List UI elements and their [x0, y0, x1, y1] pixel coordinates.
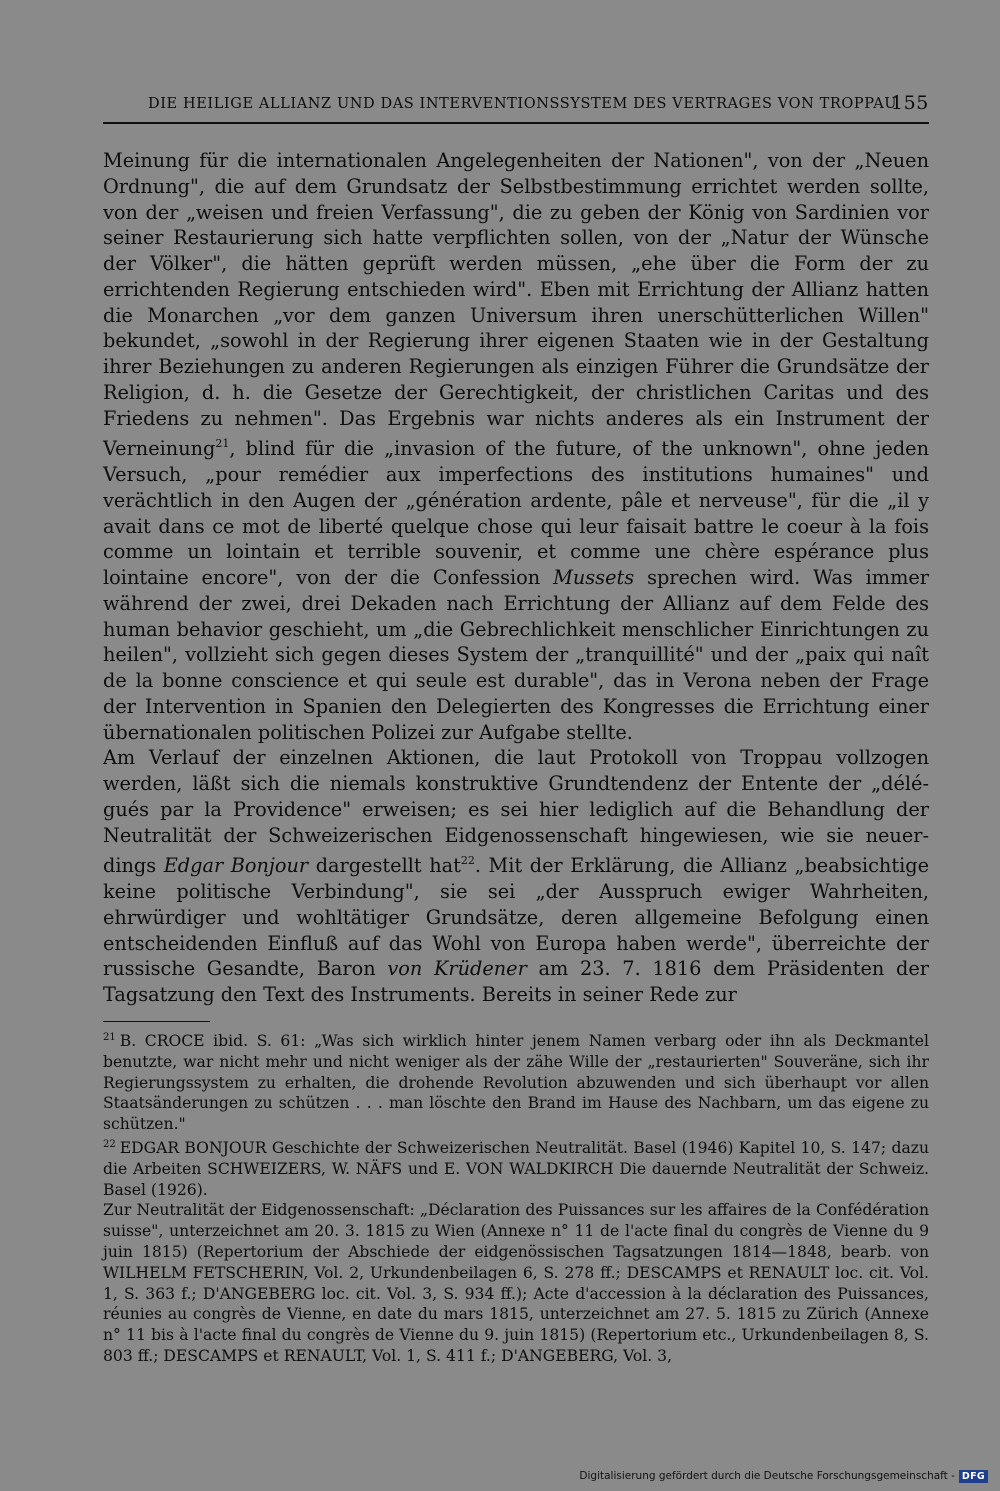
footnote-22 [103, 1135, 929, 1200]
dfg-logo-icon: DFG [959, 1470, 988, 1483]
main-text [103, 148, 929, 1008]
credit-text: Digitalisierung gefördert durch die Deutsche Forschungsgemeinschaft - [579, 1470, 955, 1482]
paragraph-1-text-b: , blind für die „invasion of the future, of the unknown", ohne jeden Versuch, „pour remédier aux imperfections des institutions humaines" und verächtlich in den Augen der „génération ardente, pâle et nerveuse", für die „il y avait dans ce mot de liberté quelque chose qui leur faisait battre le coeur à la fois comme un lointain et terrible souvenir, et comme une chère espérance plus lointaine encore", von der die Confession [103, 437, 929, 589]
footnote-mark: 21 [103, 1032, 116, 1043]
digitization-credit [579, 1468, 988, 1484]
italic-name-kruedener: von Krüdener [387, 957, 527, 981]
footnote-divider [103, 1021, 210, 1022]
footnote-text: EDGAR BONJOUR Geschichte der Schweizerischen Neutralität. Basel (1946) Kapitel 10, S. 147; dazu die Arbeiten SCHWEIZERS, W. NÄFS und E. VON WALDKIRCH Die dauernde Neutralität der Schweiz. Basel (1926). [103, 1138, 929, 1199]
paragraph-2-text-b: dargestellt hat [308, 854, 461, 878]
paragraph-2-text-a: Am Verlauf der einzelnen Aktionen, die laut Protokoll von Troppau vollzogen werden, läßt sich die niemals konstruktive Grundtendenz der Entente der „délégués par la Providence" erweisen; es sei hier lediglich auf die Behandlung der Neutralität der Schweizerischen Eidgenossenschaft hingewiesen, wie sie neuerdings [103, 746, 929, 878]
footnote-22-continued [103, 1200, 929, 1366]
paragraph-2-text-c: . Mit der Erklärung, die Allianz „beabsichtige keine politische Verbindung", sie sei „der Ausspruch ewiger Wahrheiten, ehrwürdiger und wohltätiger Grundsätze, deren allgemeine Befolgung einen entscheidenden Einfluß auf das Wohl von Europa haben werde", überreichte der russische Gesandte, Baron [103, 854, 929, 981]
footnote-text: Zur Neutralität der Eidgenossenschaft: „Déclaration des Puissances sur les affaires de la Confédération suisse", unterzeichnet am 20. 3. 1815 zu Wien (Annexe n° 11 de l'acte final du congrès de Vienne du 9 juin 1815) (Repertorium der Abschiede der eidgenössischen Tagsatzungen 1814—1848, bearb. von WILHELM FETSCHERIN, Vol. 2, Urkundenbeilagen 6, S. 278 ff.; DESCAMPS et RENAULT loc. cit. Vol. 1, S. 363 f.; D'ANGEBERG loc. cit. Vol. 3, S. 934 ff.); Acte d'accession à la déclaration des Puissances, réunies au congrès de Vienne, en date du mars 1815, unterzeichnet am 27. 5. 1815 zu Zürich (Annexe n° 11 bis à l'acte final du congrès de Vienne du 9. juin 1815) (Repertorium etc., Urkundenbeilagen 8, S. 803 ff.; DESCAMPS et RENAULT, Vol. 1, S. 411 f.; D'ANGEBERG, Vol. 3, [103, 1201, 929, 1365]
paragraph-2 [103, 745, 929, 1008]
page-number: 155 [890, 92, 929, 114]
paragraph-2-text-d: am 23. 7. 1816 dem Präsidenten der Tagsatzung den Text des Instruments. Bereits in seiner Rede zur [103, 957, 930, 1006]
paragraph-1-text-a: Meinung für die internationalen Angelegenheiten der Nationen", von der „Neuen Ordnung", die auf dem Grundsatz der Selbstbestimmung errichtet werden sollte, von der „weisen und freien Verfassung", die zu geben der König von Sardinien vor seiner Restaurierung sich hatte verpflichten sollen, von der „Natur der Wünsche der Völker", die hätten geprüft werden müssen, „ehe über die Form der zu errichtenden Regierung entschieden wird". Eben mit Errichtung der Allianz hatten die Monarchen „vor dem ganzen Universum ihren unerschütterlichen Willen" bekundet, „sowohl in der Regierung ihrer eigenen Staaten wie in der Gestaltung ihrer Beziehungen zu anderen Regierungen als einzigen Führer die Grundsätze der Religion, d. h. die Gesetze der Gerechtigkeit, der christlichen Caritas und des Friedens zu nehmen". Das Ergebnis war nichts anderes als ein Instrument der Verneinung [103, 149, 929, 461]
footnote-ref-21: 21 [215, 437, 230, 451]
running-head [103, 92, 929, 124]
footnote-21 [103, 1028, 929, 1135]
paragraph-1 [103, 148, 929, 745]
italic-name-bonjour: Edgar Bonjour [163, 854, 309, 878]
running-title: DIE HEILIGE ALLIANZ UND DAS INTERVENTIONSSYSTEM DES VERTRAGES VON TROPPAU [148, 96, 898, 112]
footnotes [103, 1028, 929, 1367]
footnote-text: B. CROCE ibid. S. 61: „Was sich wirklich hinter jenem Namen verbarg oder ihn als Deckmantel benutzte, war nicht mehr und nicht weniger als der zähe Wille der „restaurierten" Souveräne, sich ihr Regierungssystem zu erhalten, die drohende Revolution abzuwenden und sich überhaupt vor allen Staatsänderungen zu schützen . . . man löschte den Brand im Hause des Nachbarn, um das eigene zu schützen." [103, 1032, 929, 1134]
footnote-ref-22: 22 [460, 854, 475, 868]
italic-name-mussets: Mussets [553, 566, 635, 589]
paragraph-1-text-c: sprechen wird. Was immer während der zwei, drei Dekaden nach Errichtung der Allianz auf dem Felde des human behavior geschieht, um „die Gebrechlichkeit menschlicher Einrichtungen zu heilen", vollzieht sich gegen dieses System der „tranquillité" und der „paix qui naît de la bonne conscience et qui seule est durable", das in Verona neben der Frage der Intervention in Spanien den Delegierten des Kongresses die Errichtung einer übernationalen politischen Polizei zur Aufgabe stellte. [103, 566, 929, 744]
footnote-mark: 22 [103, 1138, 116, 1150]
